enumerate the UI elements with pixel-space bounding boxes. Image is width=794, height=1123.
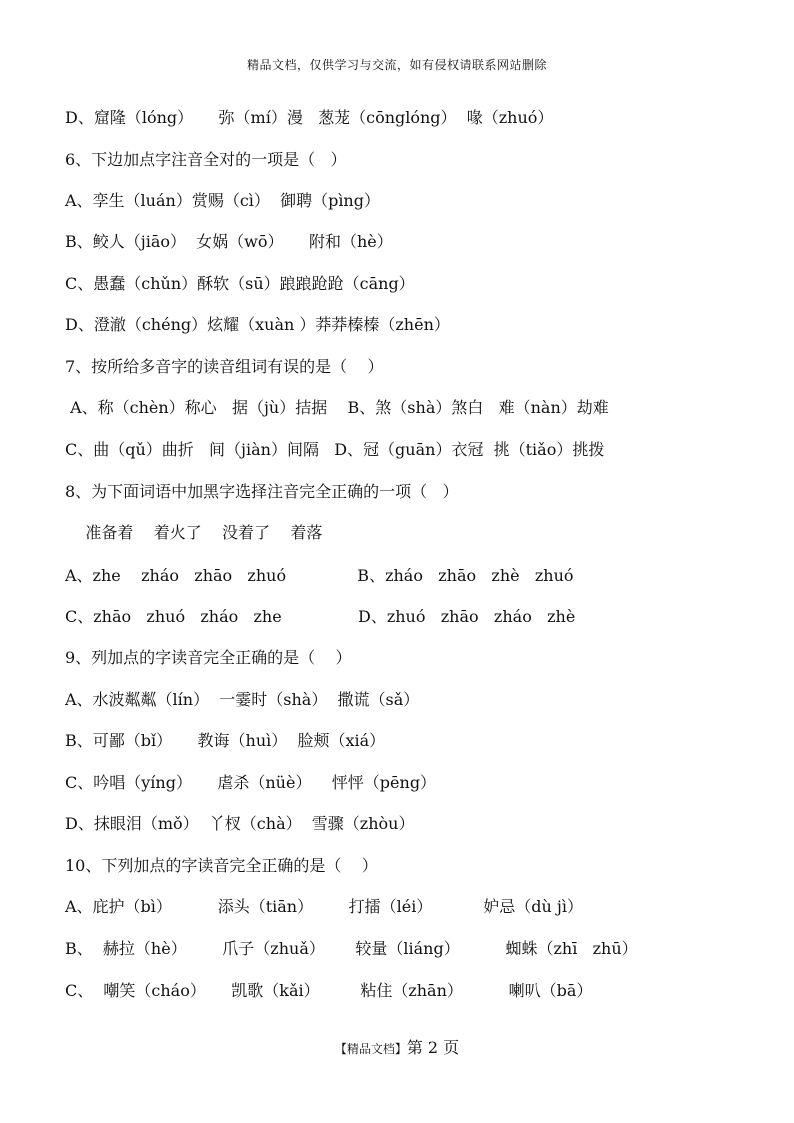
q6-option-a: A、孪生（luán）赏赐（cì） 御聘（pìng） — [65, 191, 380, 210]
q7-options-ab: A、称（chèn）称心 据（jù）拮据 B、煞（shà）煞白 难（nàn）劫难 — [65, 398, 609, 417]
q6-stem: 6、下边加点字注音全对的一项是（ ） — [65, 150, 347, 169]
q9-stem: 9、列加点的字读音完全正确的是（ ） — [65, 648, 352, 667]
page-number: 第 2 页 — [406, 1038, 460, 1057]
q5-option-d: D、窟隆（lóng） 弥（mí）漫 葱茏（cōnglóng） 喙（zhuó） — [65, 108, 554, 127]
q10-option-c: C、 嘲笑（cháo） 凯歌（kǎi） 粘住（zhān） 喇叭（bā） — [65, 981, 593, 1000]
q8-stem: 8、为下面词语中加黑字选择注音完全正确的一项（ ） — [65, 482, 459, 501]
q9-option-b: B、可鄙（bǐ） 教诲（huì） 脸颊（xiá） — [65, 731, 386, 750]
q8-options-cd: C、zhāo zhuó zháo zhe D、zhuó zhāo zháo zhè — [65, 607, 576, 626]
q8-words: 准备着 着火了 没着了 着落 — [65, 523, 323, 542]
q10-option-a: A、庇护（bì） 添头（tiān） 打擂（léi） 妒忌（dù jì） — [65, 897, 583, 916]
page-footer — [0, 1035, 794, 1058]
q7-stem: 7、按所给多音字的读音组词有误的是（ ） — [65, 357, 384, 376]
q6-option-c: C、愚蠢（chǔn）酥软（sū）踉踉跄跄（cāng） — [65, 274, 415, 293]
page-header: 精品文档，仅供学习与交流，如有侵权请联系网站删除 — [246, 58, 547, 72]
q6-option-d: D、澄澈（chéng）炫耀（xuàn ）莽莽榛榛（zhēn） — [65, 315, 450, 334]
q9-option-a: A、水波粼粼（lín） 一霎时（shà） 撒谎（sǎ） — [65, 690, 420, 709]
q6-option-b: B、鲛人（jiāo） 女娲（wō） 附和（hè） — [65, 232, 393, 251]
q10-option-b: B、 赫拉（hè） 爪子（zhuǎ） 较量（liáng） 蜘蛛（zhī zhū） — [65, 939, 638, 958]
q7-options-cd: C、曲（qǔ）曲折 间（jiàn）间隔 D、冠（guān）衣冠 挑（tiǎo）挑拨 — [65, 440, 605, 459]
footer-tag: 【精品文档】 — [334, 1042, 407, 1056]
q8-options-ab: A、zhe zháo zhāo zhuó B、zháo zhāo zhè zhuó — [65, 566, 574, 585]
q9-option-c: C、吟唱（yíng） 虐杀（nüè） 怦怦（pēng） — [65, 773, 437, 792]
q10-stem: 10、下列加点的字读音完全正确的是（ ） — [65, 856, 378, 875]
q9-option-d: D、抹眼泪（mǒ） 丫杈（chà） 雪骤（zhòu） — [65, 814, 415, 833]
